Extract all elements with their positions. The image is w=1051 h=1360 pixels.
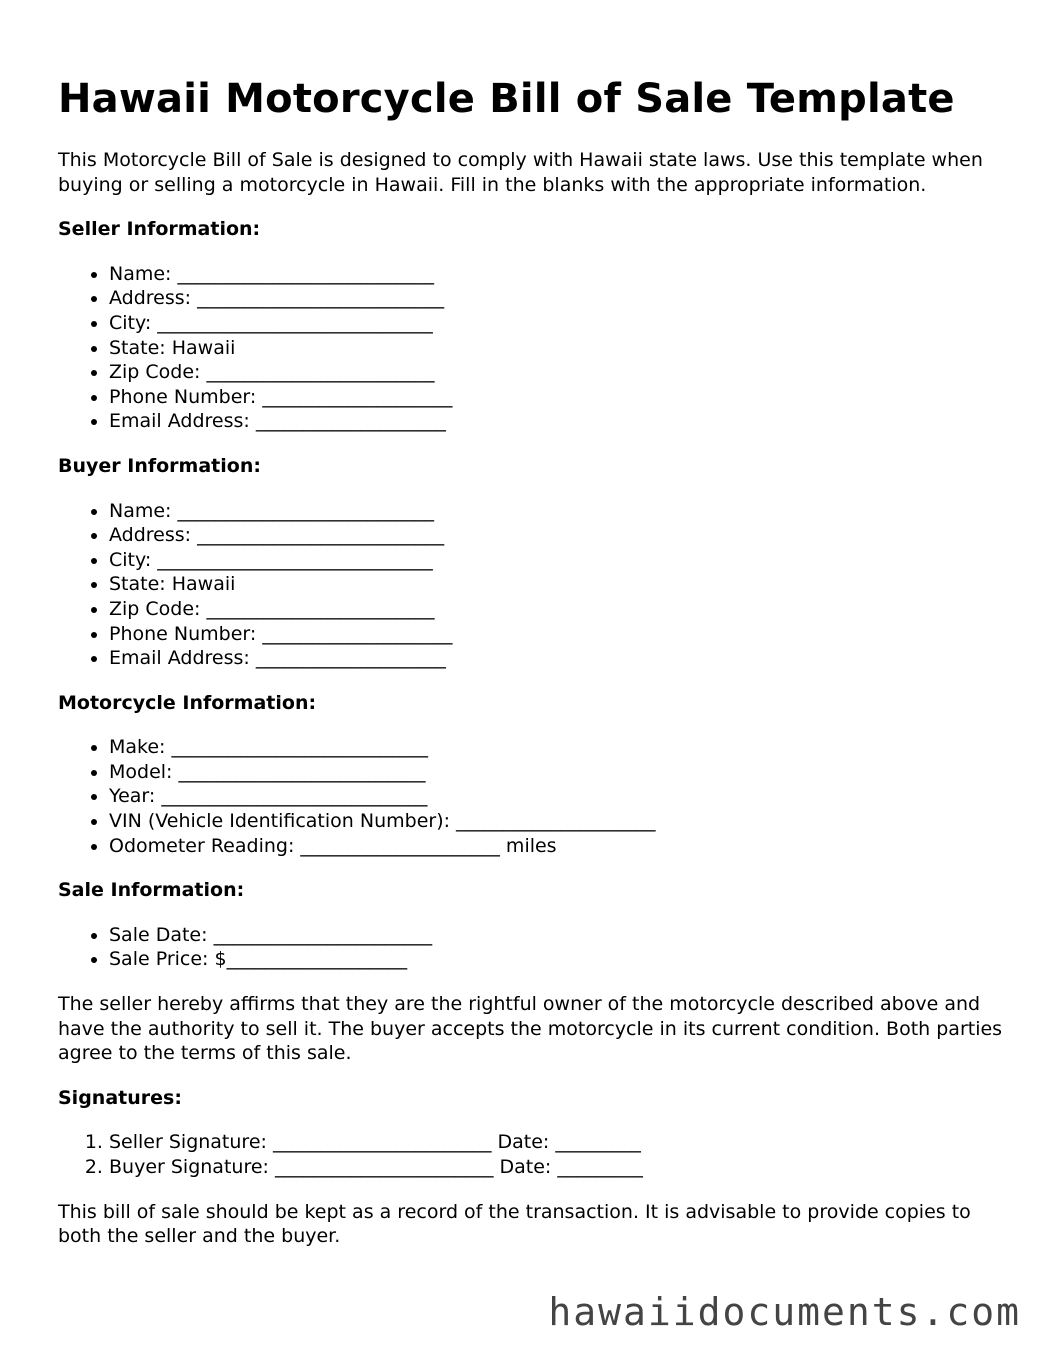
sale-price-field: • Sale Price: $___________________: [109, 947, 1008, 972]
buyer-phone-field: • Phone Number: ____________________: [109, 622, 1008, 647]
seller-address-field: • Address: __________________________: [109, 286, 1008, 311]
document-page: [58, 72, 1008, 1269]
seller-email-field: • Email Address: ____________________: [109, 409, 1008, 434]
site-watermark: hawaiidocuments.com: [548, 1290, 1021, 1334]
motorcycle-model-field: • Model: __________________________: [109, 760, 1008, 785]
motorcycle-vin-field: • VIN (Vehicle Identification Number): _____________________: [109, 809, 1008, 834]
document-title: Hawaii Motorcycle Bill of Sale Template: [58, 76, 955, 122]
motorcycle-heading: Motorcycle Information:: [58, 691, 317, 714]
seller-city-field: • City: _____________________________: [109, 311, 1008, 336]
buyer-name-field: • Name: ___________________________: [109, 499, 1008, 524]
seller-zip-field: • Zip Code: ________________________: [109, 360, 1008, 385]
buyer-city-field: • City: _____________________________: [109, 548, 1008, 573]
buyer-email-field: • Email Address: ____________________: [109, 646, 1008, 671]
closing-paragraph: This bill of sale should be kept as a record of the transaction. It is advisable to provide copies to both the seller and the buyer.: [58, 1200, 971, 1248]
motorcycle-info-list: [58, 735, 1008, 858]
intro-paragraph: This Motorcycle Bill of Sale is designed to comply with Hawaii state laws. Use this template when buying or selling a motorcycle in Hawaii. Fill in the blanks with the appropriate information.: [58, 149, 983, 196]
motorcycle-year-field: • Year: ____________________________: [109, 784, 1008, 809]
seller-info-list: [58, 262, 1008, 434]
seller-phone-field: • Phone Number: ____________________: [109, 385, 1008, 410]
signatures-heading: Signatures:: [58, 1086, 182, 1109]
buyer-signature-field: 2. Buyer Signature: _______________________ Date: _________: [109, 1155, 1008, 1180]
sale-heading: Sale Information:: [58, 879, 245, 902]
seller-name-field: • Name: ___________________________: [109, 262, 1008, 287]
seller-signature-field: 1. Seller Signature: _______________________ Date: _________: [109, 1130, 1008, 1155]
buyer-info-list: [58, 499, 1008, 671]
seller-heading: Seller Information:: [58, 218, 261, 241]
buyer-zip-field: • Zip Code: ________________________: [109, 597, 1008, 622]
motorcycle-odometer-field: • Odometer Reading: _____________________ miles: [109, 834, 1008, 859]
motorcycle-make-field: • Make: ___________________________: [109, 735, 1008, 760]
affirmation-paragraph: The seller hereby affirms that they are the rightful owner of the motorcycle described above and have the authority to sell it. The buyer accepts the motorcycle in its current condition. Both parties agree to the terms of this sale.: [58, 993, 1003, 1065]
buyer-state-field: • State: Hawaii: [109, 572, 1008, 597]
sale-info-list: [58, 923, 1008, 972]
buyer-address-field: • Address: __________________________: [109, 523, 1008, 548]
seller-state-field: • State: Hawaii: [109, 336, 1008, 361]
buyer-heading: Buyer Information:: [58, 454, 261, 477]
signatures-list: [58, 1130, 1008, 1179]
sale-date-field: • Sale Date: _______________________: [109, 923, 1008, 948]
